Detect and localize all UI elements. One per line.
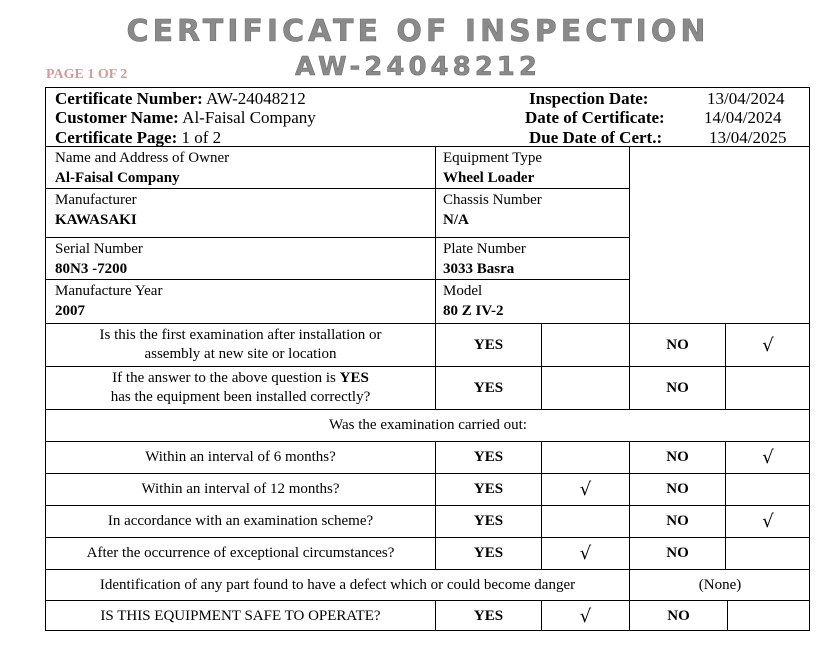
equipment-type-label: Equipment Type bbox=[443, 150, 543, 166]
no-label: NO bbox=[666, 513, 689, 529]
cert-date-label: Date of Certificate: bbox=[525, 108, 665, 127]
no-label: NO bbox=[666, 545, 689, 561]
no-label: NO bbox=[666, 449, 689, 465]
no-label: NO bbox=[666, 379, 689, 396]
divider bbox=[45, 146, 810, 147]
defect-question: Identification of any part found to have a defect which or could become danger bbox=[99, 576, 576, 593]
yes-label: YES bbox=[473, 449, 504, 465]
model-label: Model bbox=[443, 283, 483, 299]
cert-date: 14/04/2024 bbox=[704, 108, 782, 127]
divider bbox=[541, 323, 542, 409]
check-mark: √ bbox=[762, 511, 774, 532]
check-mark: √ bbox=[579, 605, 592, 627]
divider bbox=[45, 279, 630, 280]
yes-label: YES bbox=[473, 513, 504, 529]
no-label: NO bbox=[666, 481, 689, 497]
check-mark: √ bbox=[762, 334, 774, 356]
serial-label: Serial Number bbox=[55, 241, 143, 257]
check-mark: √ bbox=[762, 447, 774, 468]
inspection-date: 13/04/2024 bbox=[707, 89, 785, 108]
divider bbox=[45, 237, 630, 238]
question-6-months: Within an interval of 6 months? bbox=[145, 449, 336, 465]
question-12-months: Within an interval of 12 months? bbox=[141, 481, 340, 497]
manufacturer-label: Manufacturer bbox=[55, 192, 137, 208]
customer-line: Customer Name: Al-Faisal Company bbox=[55, 108, 316, 127]
chassis-value: N/A bbox=[443, 212, 469, 228]
due-date-label: Due Date of Cert.: bbox=[529, 128, 663, 147]
divider bbox=[435, 146, 436, 323]
yes-label: YES bbox=[473, 336, 504, 353]
cert-number-line: Certificate Number: AW-24048212 bbox=[55, 89, 306, 108]
divider bbox=[45, 188, 630, 189]
equipment-type-value: Wheel Loader bbox=[443, 170, 535, 186]
due-date: 13/04/2025 bbox=[709, 128, 787, 147]
exam-heading: Was the examination carried out: bbox=[329, 417, 527, 433]
question-exam-scheme: In accordance with an examination scheme? bbox=[107, 513, 374, 529]
certificate-subtitle: AW-24048212 bbox=[295, 52, 541, 82]
owner-value: Al-Faisal Company bbox=[55, 170, 180, 186]
year-value: 2007 bbox=[55, 303, 85, 319]
no-label: NO bbox=[667, 607, 690, 624]
model-value: 80 Z IV-2 bbox=[443, 303, 504, 319]
certificate-title: CERTIFICATE OF INSPECTION bbox=[126, 14, 710, 49]
yes-label: YES bbox=[473, 481, 504, 497]
page-stamp: PAGE 1 OF 2 bbox=[46, 67, 128, 82]
check-mark: √ bbox=[579, 479, 592, 500]
owner-label: Name and Address of Owner bbox=[55, 150, 230, 166]
check-mark: √ bbox=[579, 543, 592, 564]
yes-label: YES bbox=[473, 379, 504, 396]
plate-label: Plate Number bbox=[443, 241, 526, 257]
defect-answer: (None) bbox=[698, 576, 742, 593]
manufacturer-value: KAWASAKI bbox=[55, 212, 137, 228]
yes-label: YES bbox=[473, 545, 504, 561]
year-label: Manufacture Year bbox=[55, 283, 163, 299]
yes-label: YES bbox=[473, 607, 504, 624]
divider bbox=[727, 600, 728, 631]
plate-value: 3033 Basra bbox=[443, 261, 515, 277]
serial-value: 80N3 -7200 bbox=[55, 261, 128, 277]
question-exceptional: After the occurrence of exceptional circumstances? bbox=[86, 545, 395, 561]
inspection-date-label: Inspection Date: bbox=[529, 89, 649, 108]
divider bbox=[629, 146, 630, 323]
no-label: NO bbox=[666, 336, 689, 353]
question-installed-correctly: If the answer to the above question is YES has the equipment been installed correctly? bbox=[110, 370, 371, 405]
chassis-label: Chassis Number bbox=[443, 192, 542, 208]
safe-question: IS THIS EQUIPMENT SAFE TO OPERATE? bbox=[100, 607, 381, 624]
question-first-exam: Is this the first examination after installation or assembly at new site or location bbox=[99, 327, 382, 362]
cert-page-line: Certificate Page: 1 of 2 bbox=[55, 128, 222, 147]
